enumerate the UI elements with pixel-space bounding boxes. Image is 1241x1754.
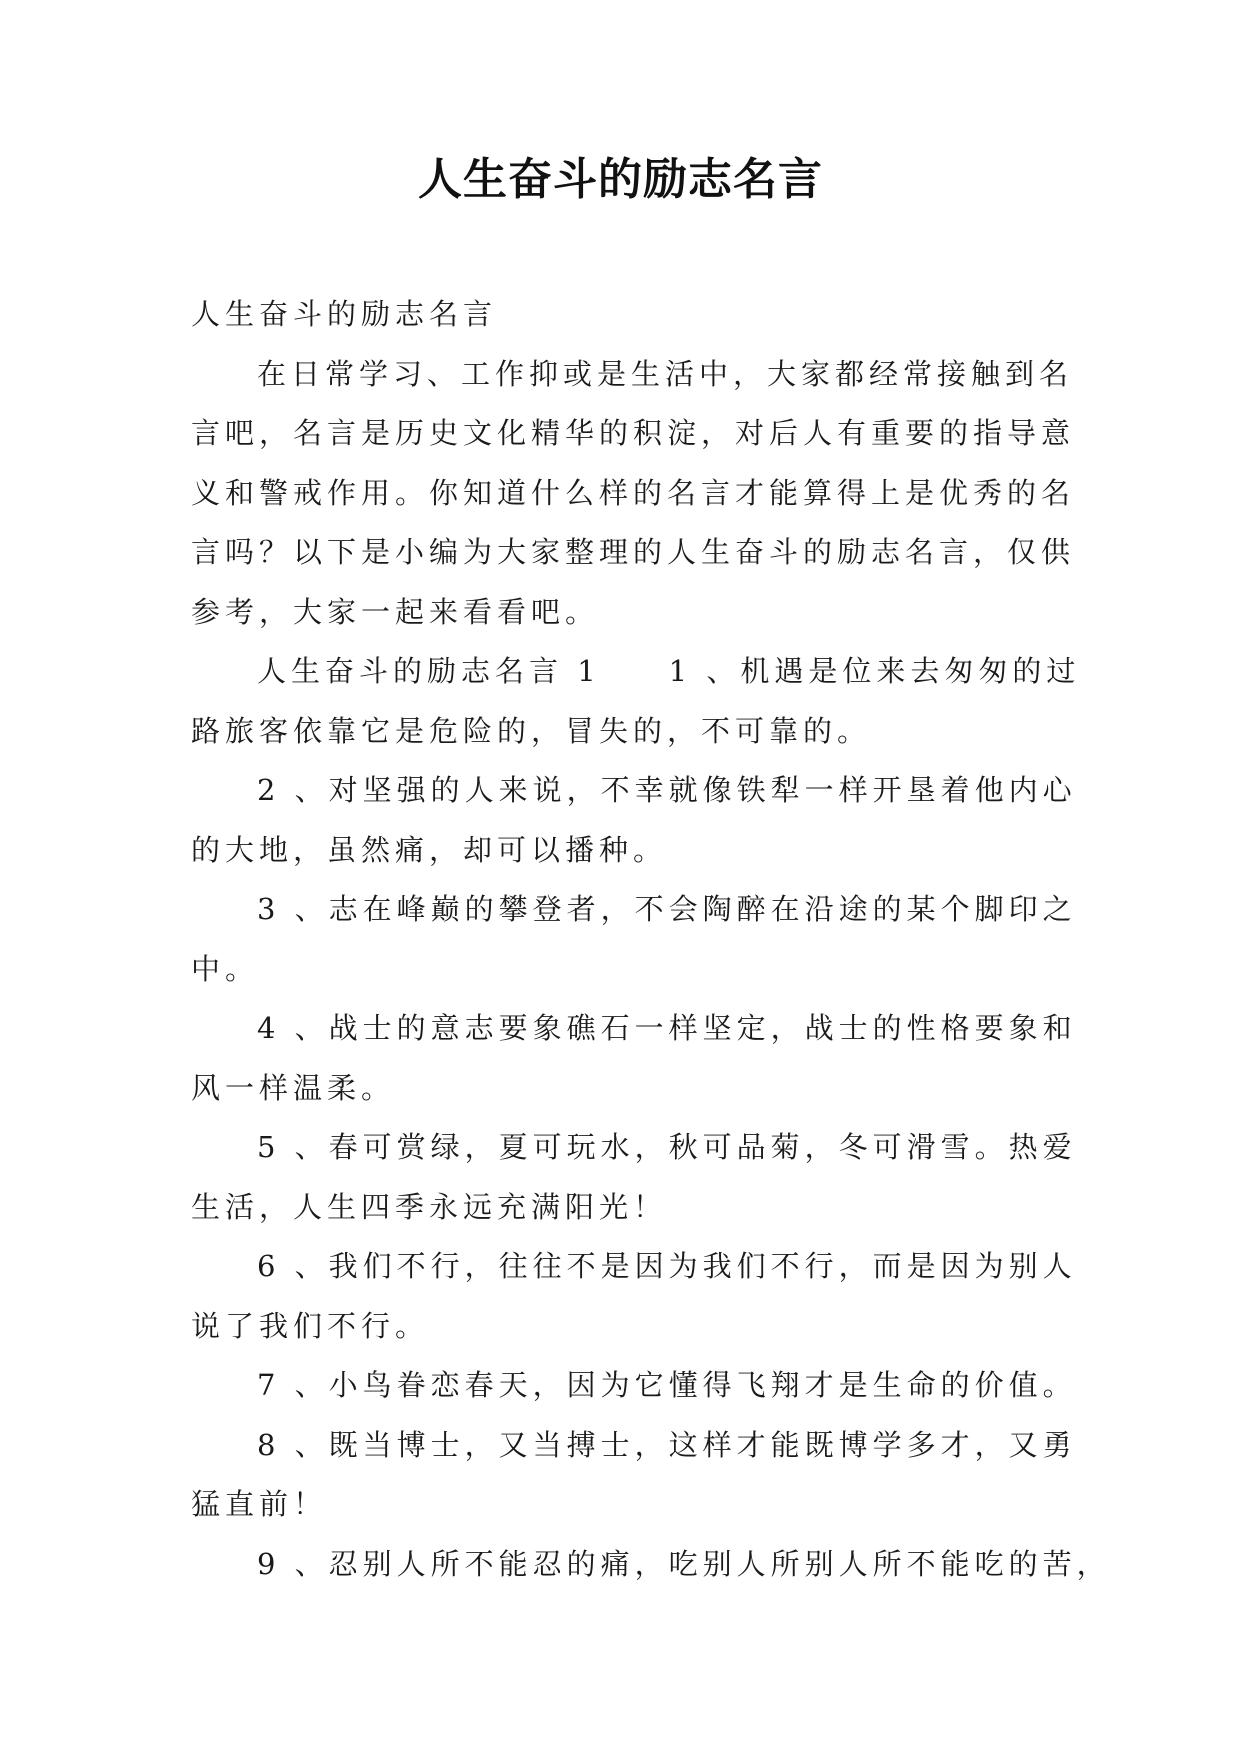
quote-line: 中。 — [191, 951, 260, 986]
quote-line: 生活，人生四季永远充满阳光！ — [191, 1189, 668, 1224]
quote-line: 说了我们不行。 — [191, 1308, 430, 1343]
document-body — [191, 285, 1111, 1594]
quote-line: 6 、我们不行，往往不是因为我们不行，而是因为别人 — [257, 1249, 1077, 1283]
paragraph-line: 在日常学习、工作抑或是生活中，大家都经常接触到名 — [257, 356, 1074, 391]
paragraph-line: 参考，大家一起来看看吧。 — [191, 594, 600, 629]
paragraph-line: 言吧，名言是历史文化精华的积淀，对后人有重要的指导意 — [191, 416, 1076, 450]
quote-line: 2 、对坚强的人来说，不幸就像铁犁一样开垦着他内心 — [257, 773, 1077, 807]
paragraph-line: 义和警戒作用。你知道什么样的名言才能算得上是优秀的名 — [191, 475, 1076, 510]
quote-line: 9 、忍别人所不能忍的痛，吃别人所别人所不能吃的苦， — [257, 1546, 1111, 1581]
quote-line: 路旅客依靠它是危险的，冒失的，不可靠的。 — [191, 713, 872, 748]
quote-line: 猛直前！ — [191, 1487, 328, 1521]
quote-line: 风一样温柔。 — [191, 1070, 396, 1105]
document-title: 人生奋斗的励志名言 — [418, 154, 823, 205]
quote-line: 5 、春可赏绿，夏可玩水，秋可品菊，冬可滑雪。热爱 — [257, 1130, 1077, 1164]
quote-line: 人生奋斗的励志名言 1 1 、机遇是位来去匆匆的过 — [257, 654, 1081, 688]
subtitle-line: 人生奋斗的励志名言 — [191, 297, 498, 331]
quote-line: 的大地，虽然痛，却可以播种。 — [191, 832, 668, 867]
quote-line: 4 、战士的意志要象礁石一样坚定，战士的性格要象和 — [257, 1011, 1077, 1045]
paragraph-line: 言吗？以下是小编为大家整理的人生奋斗的励志名言，仅供 — [191, 535, 1076, 569]
quote-line: 7 、小鸟眷恋春天，因为它懂得飞翔才是生命的价值。 — [257, 1368, 1077, 1402]
quote-line: 3 、志在峰巅的攀登者，不会陶醉在沿途的某个脚印之 — [257, 892, 1077, 926]
quote-line: 8 、既当博士，又当搏士，这样才能既博学多才，又勇 — [257, 1427, 1077, 1462]
